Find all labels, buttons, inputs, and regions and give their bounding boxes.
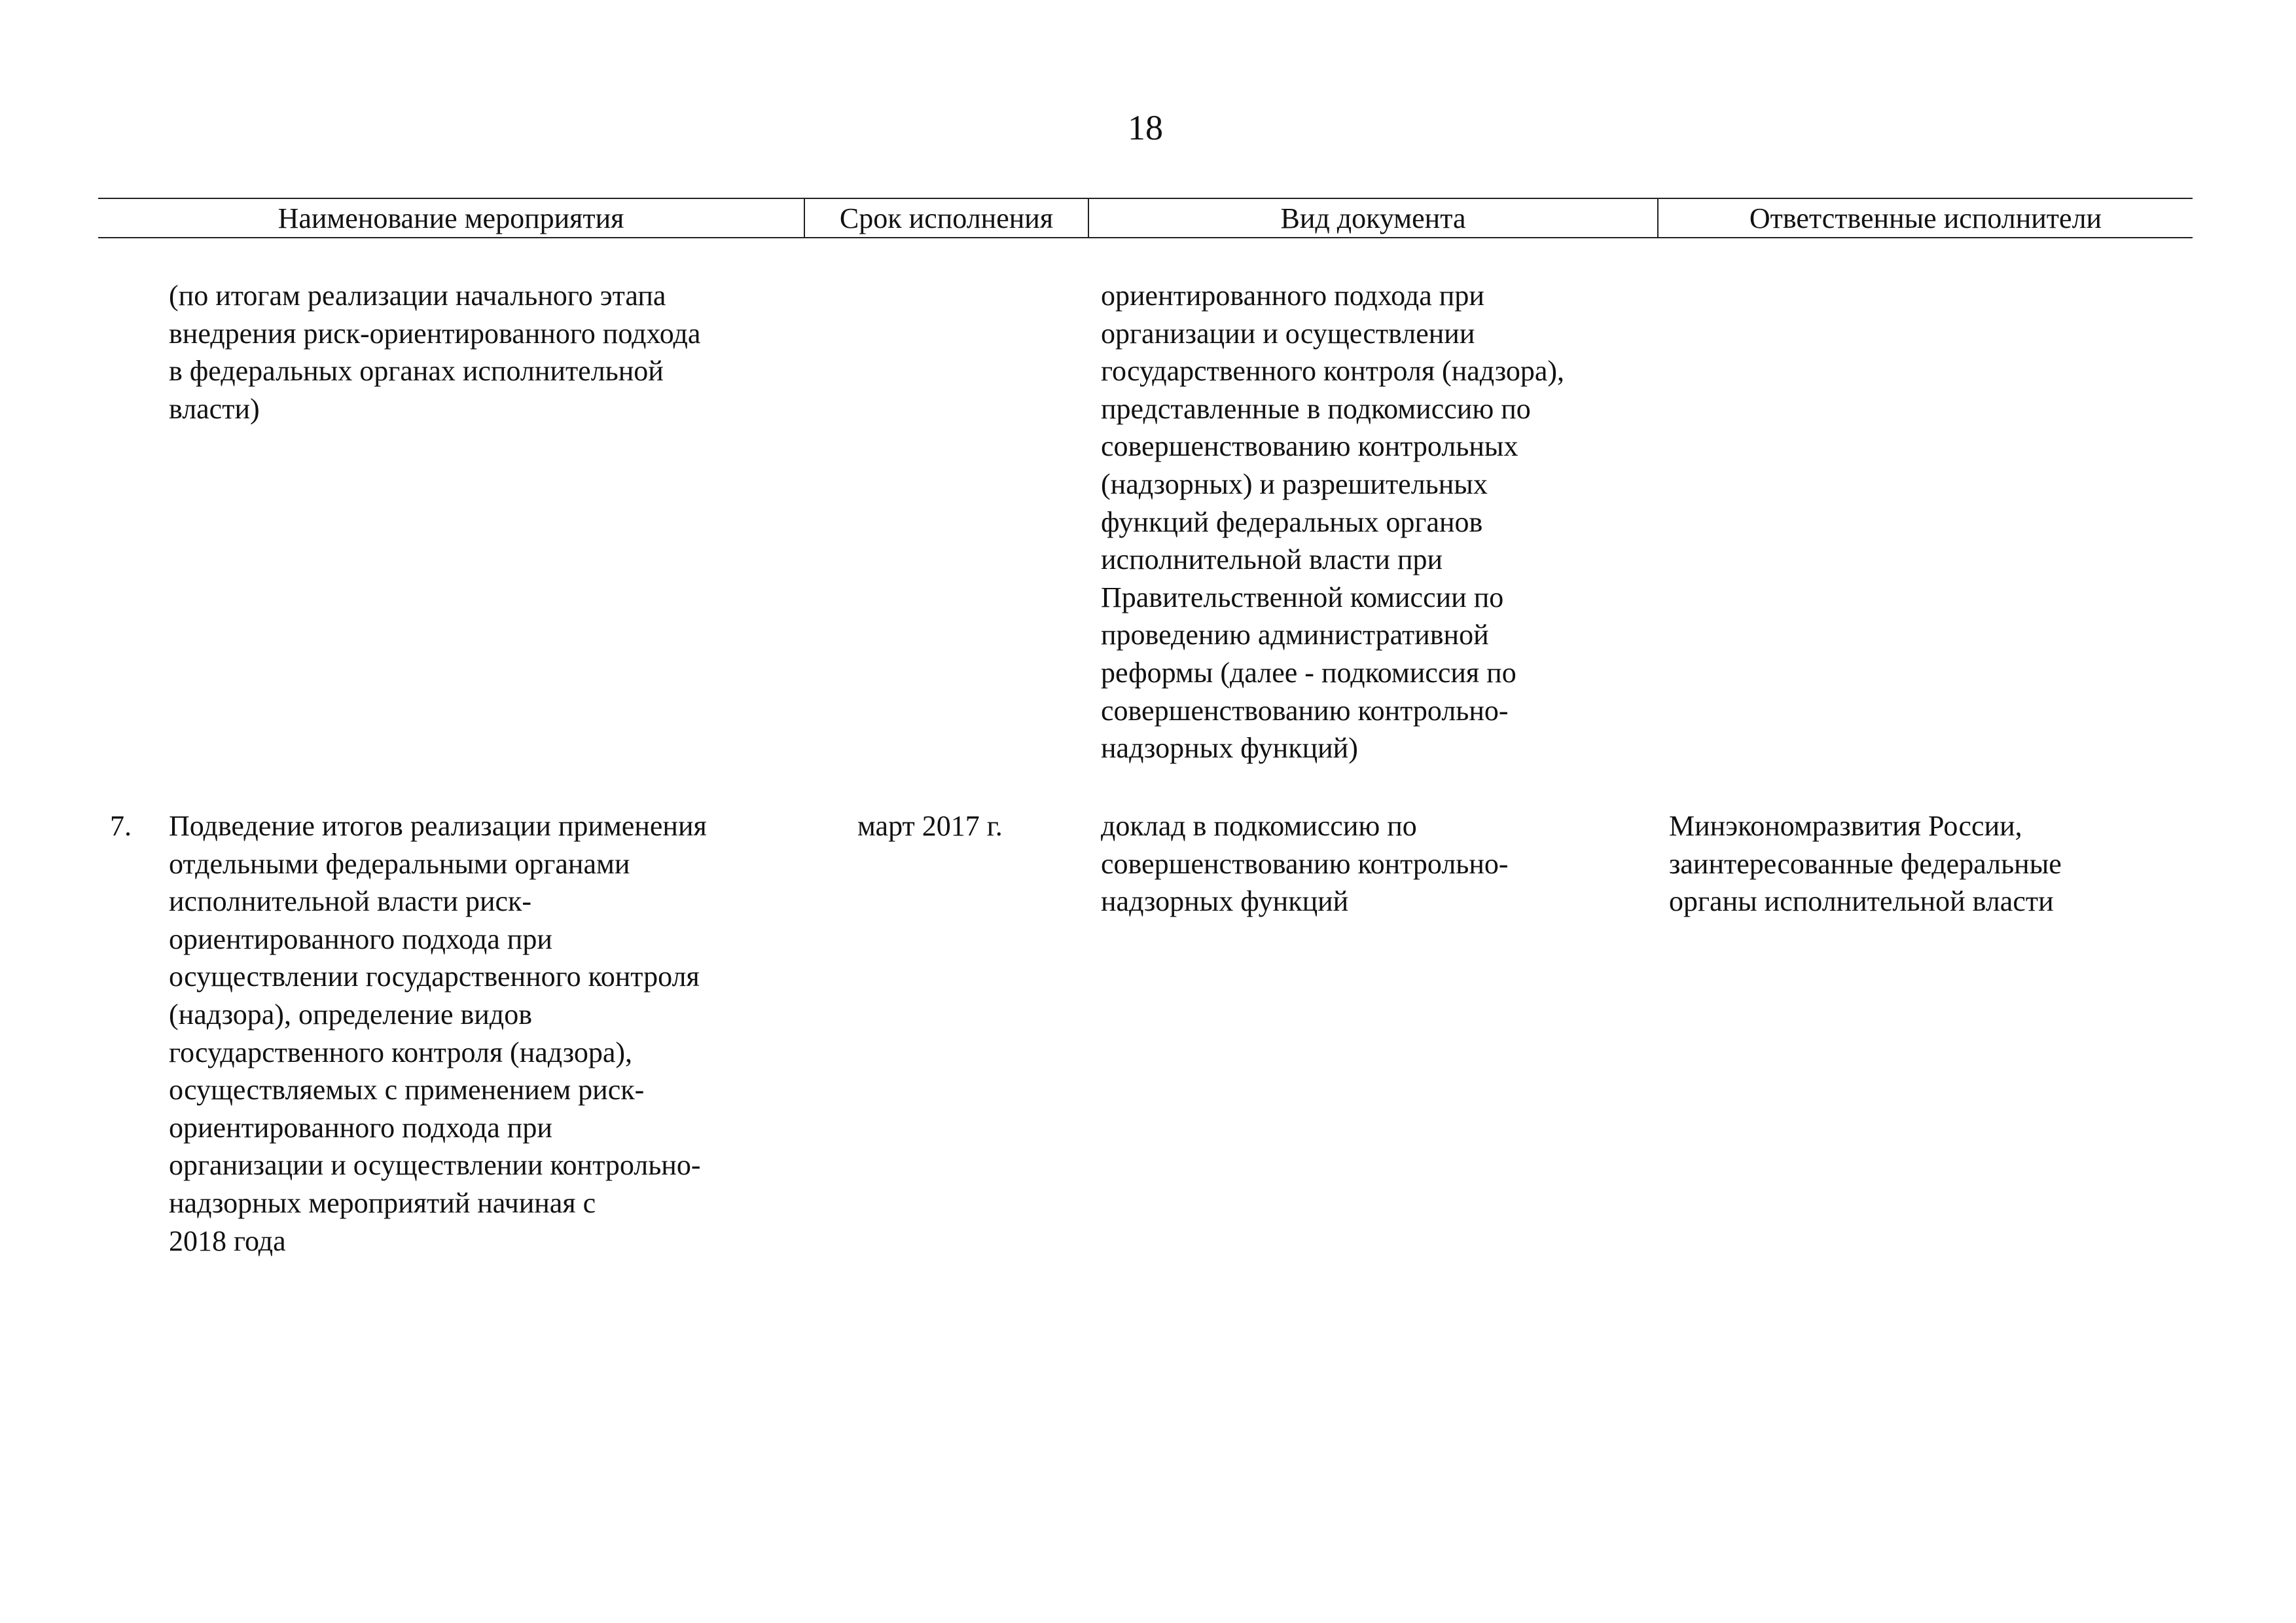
column-header-document: Вид документа — [1280, 202, 1466, 234]
column-header-deadline: Срок исполнения — [839, 202, 1054, 234]
text-line: надзорных мероприятий начиная с — [169, 1186, 596, 1219]
text-line: органы исполнительной власти — [1669, 885, 2054, 918]
text-line: заинтересованные федеральные — [1669, 847, 2062, 880]
text-line: отдельными федеральными органами — [169, 847, 630, 880]
text-line: представленные в подкомиссию по — [1101, 392, 1531, 425]
text-line: осуществлении государственного контроля — [169, 960, 700, 993]
text-line: власти) — [169, 392, 260, 425]
text-line: Правительственной комиссии по — [1101, 581, 1504, 613]
text-line: организации и осуществлении — [1101, 317, 1475, 350]
text-line: проведению административной — [1101, 619, 1489, 651]
text-line: (надзорных) и разрешительных — [1101, 467, 1488, 500]
row-7-deadline-cell: март 2017 г. — [857, 810, 1003, 842]
continued-row-document-cell — [1101, 277, 1564, 767]
text-line: организации и осуществлении контрольно- — [169, 1149, 701, 1182]
text-line: ориентированного подхода при — [1101, 280, 1484, 312]
text-line: Подведение итогов реализации применения — [169, 810, 707, 842]
row-number: 7. — [110, 810, 132, 842]
column-header-name: Наименование мероприятия — [278, 202, 624, 234]
text-line: 2018 года — [169, 1224, 286, 1257]
text-line: ориентированного подхода при — [169, 1111, 552, 1144]
column-header-responsible: Ответственные исполнители — [1749, 202, 2102, 234]
continued-row-name-cell — [169, 277, 700, 428]
text-line: государственного контроля (надзора), — [169, 1036, 633, 1068]
text-line: внедрения риск-ориентированного подхода — [169, 317, 701, 350]
text-line: исполнительной власти при — [1101, 543, 1443, 576]
text-line: в федеральных органах исполнительной — [169, 355, 664, 388]
text-line: (по итогам реализации начального этапа — [169, 280, 666, 312]
table-top-rule — [98, 198, 2193, 199]
text-line: ориентированного подхода при — [169, 922, 552, 955]
text-line: совершенствованию контрольно- — [1101, 847, 1509, 880]
row-7-responsible-cell — [1669, 807, 2062, 921]
page-number: 18 — [1128, 108, 1163, 147]
text-line: исполнительной власти риск- — [169, 885, 532, 918]
row-7-name-cell — [169, 807, 707, 1260]
text-line: функций федеральных органов — [1101, 505, 1483, 538]
text-line: реформы (далее - подкомиссия по — [1101, 656, 1516, 689]
text-line: Минэкономразвития России, — [1669, 810, 2022, 842]
text-line: доклад в подкомиссию по — [1101, 810, 1417, 842]
text-line: надзорных функций) — [1101, 732, 1358, 765]
text-line: совершенствованию контрольно- — [1101, 694, 1509, 727]
text-line: государственного контроля (надзора), — [1101, 355, 1565, 388]
row-7-document-cell — [1101, 807, 1509, 921]
text-line: осуществляемых с применением риск- — [169, 1074, 645, 1106]
text-line: надзорных функций — [1101, 885, 1349, 918]
text-line: (надзора), определение видов — [169, 998, 532, 1030]
text-line: совершенствованию контрольных — [1101, 430, 1518, 463]
table-header-bottom-rule — [98, 237, 2193, 238]
